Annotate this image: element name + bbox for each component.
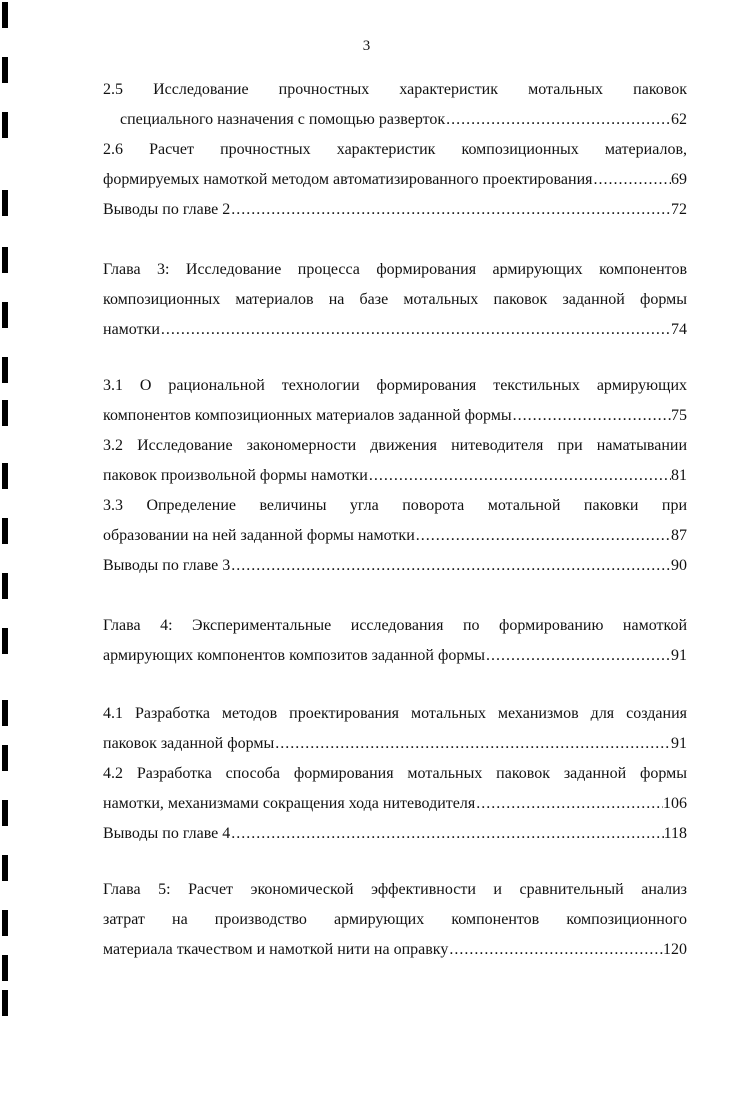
toc-entry-3-1[interactable] (103, 371, 687, 431)
toc-entry-text: Глава 3: Исследование процесса формирования армирующих компонентов (103, 261, 687, 278)
toc-entry-last-line: намотки, механизмами сокращения хода нитеводителя (103, 795, 476, 812)
binding-marks (0, 0, 12, 1100)
toc-entry-4-1[interactable] (103, 699, 687, 759)
dot-leader (485, 641, 671, 671)
page-number: 3 (362, 38, 371, 54)
toc-entry-conclusions-4[interactable] (103, 819, 687, 849)
toc-page-number: 74 (671, 321, 687, 338)
toc-entry-conclusions-2[interactable] (103, 195, 687, 225)
binding-mark (2, 990, 8, 1016)
dot-leader (415, 521, 671, 551)
toc-entry-text: композиционных материалов на базе мотальных паковок заданной формы (103, 291, 687, 308)
binding-mark (2, 247, 8, 273)
toc-entry-3-3[interactable] (103, 491, 687, 551)
toc-entry-text: 3.2 Исследование закономерности движения нитеводителя при наматывании (103, 437, 687, 454)
toc-entry-text: Глава 5: Расчет экономической эффективности и сравнительный анализ (103, 881, 687, 898)
toc-entry-last-line: материала ткачеством и намоткой нити на оправку (103, 941, 449, 958)
toc-entry-text: 4.2 Разработка способа формирования мотальных паковок заданной формы (103, 765, 687, 782)
binding-mark (2, 190, 8, 216)
binding-mark (2, 400, 8, 426)
toc-page-number: 91 (671, 647, 687, 664)
binding-mark (2, 855, 8, 881)
binding-mark (2, 112, 8, 138)
dot-leader (592, 165, 671, 195)
dot-leader (230, 551, 671, 581)
toc-entry-text: 2.6 Расчет прочностных характеристик композиционных материалов, (103, 141, 687, 158)
binding-mark (2, 518, 8, 544)
dot-leader (512, 401, 671, 431)
toc-entry-text: 3.3 Определение величины угла поворота мотальной паковки при (103, 497, 687, 514)
toc-entry-text: 3.1 О рациональной технологии формирования текстильных армирующих (103, 377, 687, 394)
toc-page-number: 62 (671, 111, 687, 128)
toc-page-number: 87 (671, 527, 687, 544)
binding-mark (2, 463, 8, 489)
toc-entry-text: 2.5 Исследование прочностных характеристик мотальных паковок (103, 81, 687, 98)
toc-entry-conclusions-3[interactable] (103, 551, 687, 581)
binding-mark (2, 800, 8, 826)
toc-page-number: 120 (663, 941, 687, 958)
toc-entry-last-line: формируемых намоткой методом автоматизированного проектирования (103, 171, 593, 188)
dot-leader (445, 105, 671, 135)
toc-entry-4-2[interactable] (103, 759, 687, 819)
dot-leader (448, 935, 663, 965)
binding-mark (2, 955, 8, 981)
toc-entry-chapter-3[interactable] (103, 255, 687, 345)
toc-entry-last-line: компонентов композиционных материалов заданной формы (103, 407, 512, 424)
binding-mark (2, 628, 8, 654)
dot-leader (368, 461, 671, 491)
binding-mark (2, 2, 8, 28)
toc-entry-chapter-5[interactable] (103, 875, 687, 965)
dot-leader (230, 819, 663, 849)
dot-leader (160, 315, 671, 345)
dot-leader (274, 729, 671, 759)
dot-leader (230, 195, 671, 225)
binding-mark (2, 302, 8, 328)
toc-page-number: 106 (663, 795, 687, 812)
binding-mark (2, 910, 8, 936)
toc-page-number: 75 (671, 407, 687, 424)
toc-entry-last-line: специального назначения с помощью разверток (120, 111, 446, 128)
toc-entry-last-line: Выводы по главе 2 (103, 201, 231, 218)
binding-mark (2, 357, 8, 383)
toc-entry-chapter-4[interactable] (103, 611, 687, 671)
binding-mark (2, 745, 8, 771)
toc-page-number: 118 (663, 825, 687, 842)
toc-entry-text: 4.1 Разработка методов проектирования мотальных механизмов для создания (103, 705, 687, 722)
binding-mark (2, 700, 8, 726)
toc-page-number: 72 (671, 201, 687, 218)
toc-page-number: 91 (671, 735, 687, 752)
binding-mark (2, 57, 8, 83)
toc-page-number: 81 (671, 467, 687, 484)
toc-page-number: 69 (671, 171, 687, 188)
dot-leader (475, 789, 663, 819)
toc-page-number: 90 (671, 557, 687, 574)
binding-mark (2, 573, 8, 599)
toc-entry-last-line: паковок заданной формы (103, 735, 275, 752)
toc-entry-last-line: паковок произвольной формы намотки (103, 467, 368, 484)
toc-entry-last-line: армирующих компонентов композитов заданной формы (103, 647, 485, 664)
toc-entry-last-line: Выводы по главе 3 (103, 557, 231, 574)
toc-entry-text: затрат на производство армирующих компонентов композиционного (103, 911, 687, 928)
toc-entry-last-line: образовании на ней заданной формы намотки (103, 527, 415, 544)
toc-entry-last-line: намотки (103, 321, 160, 338)
toc-entry-2-6[interactable] (103, 135, 687, 195)
toc-entry-text: Глава 4: Экспериментальные исследования по формированию намоткой (103, 617, 687, 634)
toc-entry-last-line: Выводы по главе 4 (103, 825, 231, 842)
toc-entry-3-2[interactable] (103, 431, 687, 491)
toc-entry-2-5[interactable] (103, 75, 687, 135)
